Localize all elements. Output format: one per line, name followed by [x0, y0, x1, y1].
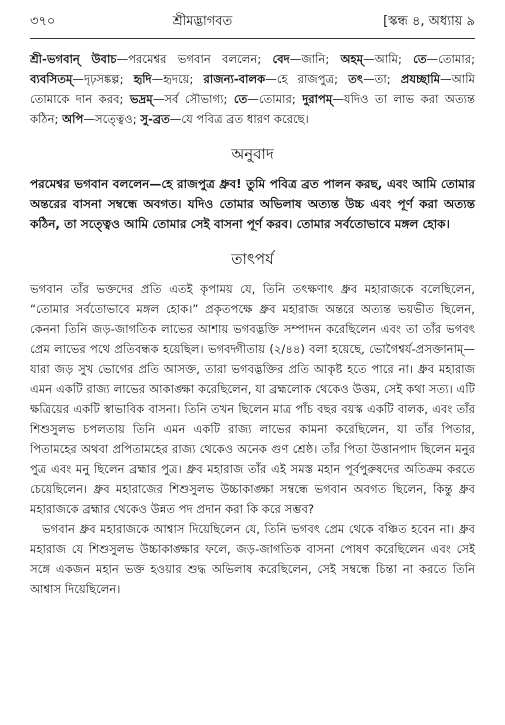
synonym-meaning: —পরমেশ্বর ভগবান বললেন;: [116, 52, 273, 66]
synonym-meaning: —সর্ব সৌভাগ্য;: [152, 92, 234, 106]
purport-heading: তাৎপর্য: [231, 250, 274, 268]
synonym-word: তে: [233, 92, 248, 106]
book-title: শ্রীমদ্ভাগবত: [172, 14, 233, 29]
synonym-meaning: —যে পবিত্র ব্রত ধারণ করেছে।: [169, 112, 309, 126]
synonym-meaning: —যদিও তা লাভ করা অত্যন্ত কঠিন;: [30, 92, 475, 126]
synonym-word: রাজন্য-বালক: [203, 72, 266, 86]
synonym-meaning: —আমি;: [363, 52, 414, 66]
synonym-word: হৃদি: [133, 72, 152, 86]
purport-paragraph: ভগবান ধ্রুব মহারাজকে আশ্বাস দিয়েছিলেন যে, তিনি ভগবৎ প্রেম থেকে বঞ্চিত হবেন না। ধ্রুব মহারাজ যে শিশুসুলভ উচ্চাকাঙ্ক্ষার ফলে, জড়-জাগতিক বাসনা পোষণ করেছিলেন এবং সেই সঙ্গে একজন মহান ভক্ত হওয়ার শুদ্ধ অভিলাষ করেছিলেন, সেই সম্বন্ধে চিন্তা না করতে তিনি আশ্বাস দিয়েছিলেন।: [30, 522, 475, 596]
purport-paragraph: ভগবান তাঁর ভক্তদের প্রতি এতই কৃপাময় যে, তিনি তৎক্ষণাৎ ধ্রুব মহারাজকে বলেছিলেন, “তোমার সর্বতোভাবে মঙ্গল হোক।” প্রকৃতপক্ষে ধ্রুব মহারাজ অন্তরে অত্যন্ত ভয়ভীত ছিলেন, কেননা তিনি জড়-জাগতিক লাভের আশায় ভগবদ্ভক্তি সম্পাদন করেছিলেন এবং তা তাঁর ভগবৎ প্রেম লাভের পথে প্রতিবন্ধক হয়েছিল। ভগবদ্গীতায় (২/৪৪) বলা হয়েছে, ভোগৈশ্বর্য-প্রসক্তানাম্—যারা জড় সুখ ভোগের প্রতি আসক্ত, তারা ভগবদ্ভক্তির প্রতি আকৃষ্ট হতে পারে না। ধ্রুব মহারাজ এমন একটি রাজ্য লাভের আকাঙ্ক্ষা করেছিলেন, যা ব্রহ্মলোক থেকেও উত্তম, সেই কথা সত্য। এটি ক্ষত্রিয়ের একটি স্বাভাবিক বাসনা। তিনি তখন ছিলেন মাত্র পাঁচ বছর বয়স্ক একটি বালক, এবং তাঁর শিশুসুলভ চপলতায় তিনি এমন একটি রাজ্য লাভের কামনা করেছিলেন, যা তাঁর পিতার, পিতামহের অথবা প্রপিতামহের রাজ্য থেকেও অনেক গুণ শ্রেষ্ঠ। তাঁর পিতা উত্তানপাদ ছিলেন মনুর পুত্র এবং মনু ছিলেন ব্রহ্মার পুত্র। ধ্রুব মহারাজ তাঁর এই সমস্ত মহান পূর্বপুরুষদের অতিক্রম করতে চেয়েছিলেন। ধ্রুব মহারাজের শিশুসুলভ উচ্চাকাঙ্ক্ষা সম্বন্ধে ভগবান অবগত ছিলেন, কিন্তু ধ্রুব মহারাজকে ব্রহ্মার থেকেও উন্নত পদ প্রদান করা কি করে সম্ভব?: [30, 282, 475, 516]
running-header: [30, 12, 475, 32]
synonym-word: বেদ: [272, 52, 290, 66]
translation-heading: অনুবাদ: [231, 145, 274, 163]
chapter-reference: [স্কন্ধ ৪, অধ্যায় ৯: [383, 14, 475, 29]
synonym-meaning: —তোমার;: [247, 92, 303, 106]
page-number: ৩৭০: [30, 14, 56, 29]
synonym-word: প্রযচ্ছামি: [400, 72, 441, 86]
synonym-meaning: —তোমার;: [426, 52, 475, 66]
synonym-word: ভদ্রম্: [129, 92, 153, 106]
header-rule: [30, 38, 475, 39]
synonym-meaning: —জানি;: [289, 52, 341, 66]
synonym-word: সু-ব্রত: [140, 112, 170, 126]
purport-body: [30, 279, 475, 599]
synonym-meaning: —হৃদয়ে;: [151, 72, 204, 86]
synonym-meaning: —আমি তোমাকে দান করব;: [30, 72, 475, 106]
synonym-meaning: —তা;: [363, 72, 401, 86]
synonym-word: অপি: [62, 112, 84, 126]
synonym-meaning: —সত্ত্বেও;: [83, 112, 141, 126]
synonym-word: ব্যবসিতম্: [30, 72, 73, 86]
synonym-word: তৎ: [348, 72, 364, 86]
synonyms-paragraph: [30, 49, 475, 129]
synonym-word: শ্রী-ভগবান্ উবাচ: [30, 52, 117, 66]
translation-text: পরমেশ্বর ভগবান বললেন—হে রাজপুত্র ধ্রুব! তুমি পবিত্র ব্রত পালন করছ, এবং আমি তোমার অন্তরের বাসনা সম্বন্ধে অবগত। যদিও তোমার অভিলাষ অত্যন্ত উচ্চ এবং পূর্ণ করা অত্যন্ত কঠিন, তা সত্ত্বেও আমি তোমার সেই বাসনা পূর্ণ করব। তোমার সর্বতোভাবে মঙ্গল হোক।: [30, 177, 475, 231]
synonym-meaning: —হে রাজপুত্র;: [265, 72, 349, 86]
synonym-meaning: —দৃঢ়সঙ্কল্প;: [72, 72, 134, 86]
synonym-word: দুরাপম্: [302, 92, 333, 106]
synonym-word: অহম্: [340, 52, 364, 66]
synonym-word: তে: [413, 52, 427, 66]
